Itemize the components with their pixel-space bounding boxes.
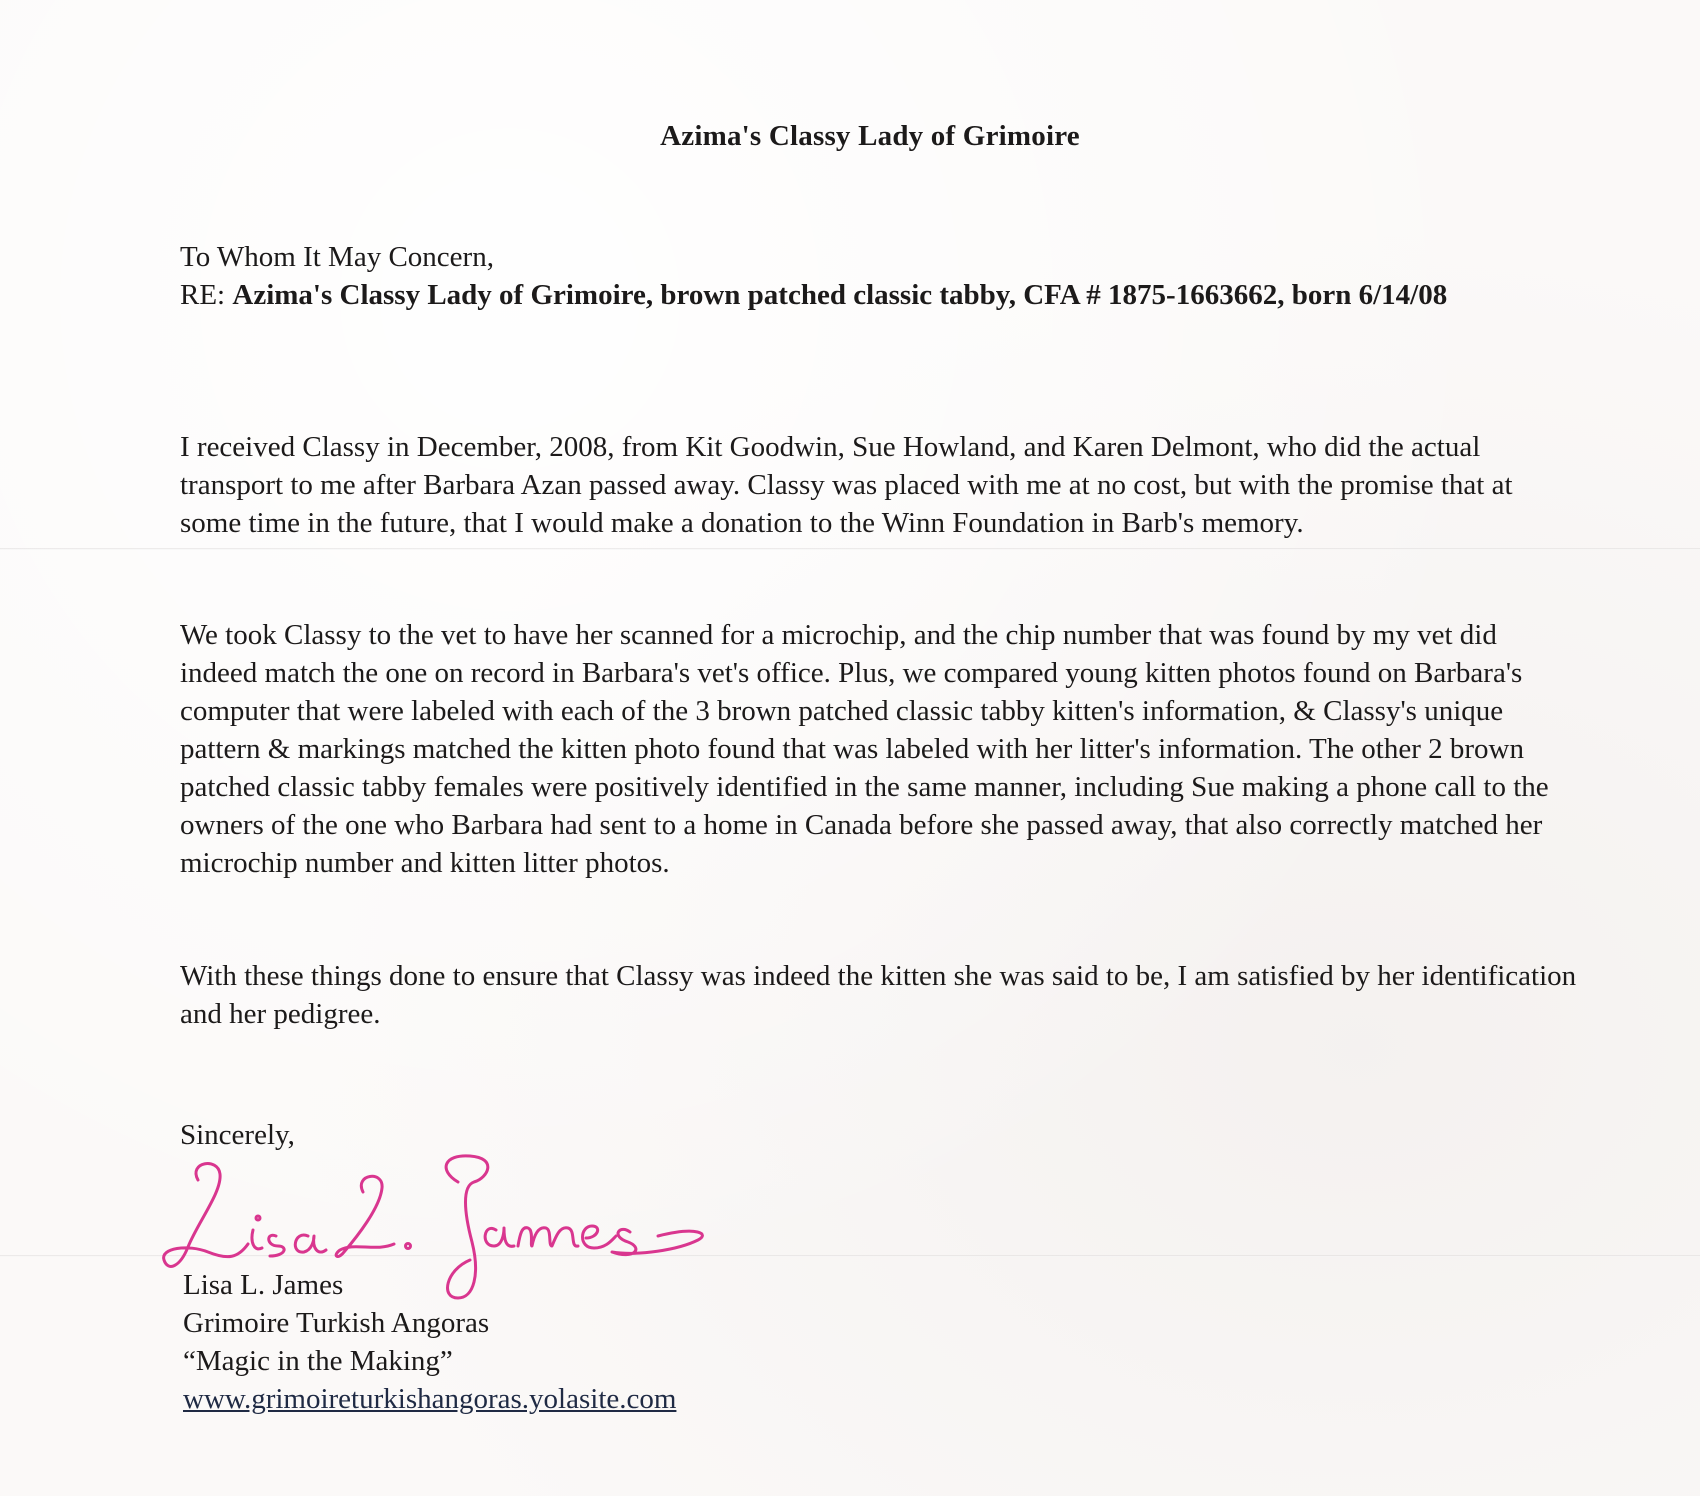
website-link[interactable]: www.grimoireturkishangoras.yolasite.com (183, 1383, 677, 1415)
re-prefix: RE: (180, 279, 233, 311)
signer-tagline: “Magic in the Making” (183, 1345, 453, 1377)
closing: Sincerely, (180, 1119, 295, 1151)
body-paragraph-2: We took Classy to the vet to have her scanned for a microchip, and the chip number that was found by my vet did indeed match the one on record in Barbara's vet's office. Plus, we compared young kitten photos found on Barbara's computer that were labeled with each of the 3 brown patched classic tabby kitten's information, & Classy's unique pattern & markings matched the kitten photo found that was labeled with her litter's information. The other 2 brown patched classic tabby females were positively identified in the same manner, including Sue making a phone call to the owners of the one who Barbara had sent to a home in Canada before she passed away, that also correctly matched her microchip number and kitten litter photos. (180, 619, 1549, 879)
body-paragraph-3: With these things done to ensure that Classy was indeed the kitten she was said to be, I am satisfied by her identification and her pedigree. (180, 960, 1577, 1030)
signature-block (183, 1266, 676, 1418)
re-subject: Azima's Classy Lady of Grimoire, brown patched classic tabby, CFA # 1875-1663662, born 6/14/08 (232, 279, 1448, 311)
body-paragraph-1: I received Classy in December, 2008, from Kit Goodwin, Sue Howland, and Karen Delmont, who did the actual transport to me after Barbara Azan passed away. Classy was placed with me at no cost, but with the promise that at some time in the future, that I would make a donation to the Winn Foundation in Barb's memory. (180, 431, 1513, 539)
signer-organization: Grimoire Turkish Angoras (183, 1307, 490, 1339)
letter-title: Azima's Classy Lady of Grimoire (660, 120, 1080, 152)
letter-greeting: To Whom It May Concern, (180, 241, 494, 273)
re-line (180, 276, 1520, 314)
signer-name: Lisa L. James (183, 1269, 344, 1301)
paper-fold-line (0, 548, 1700, 550)
